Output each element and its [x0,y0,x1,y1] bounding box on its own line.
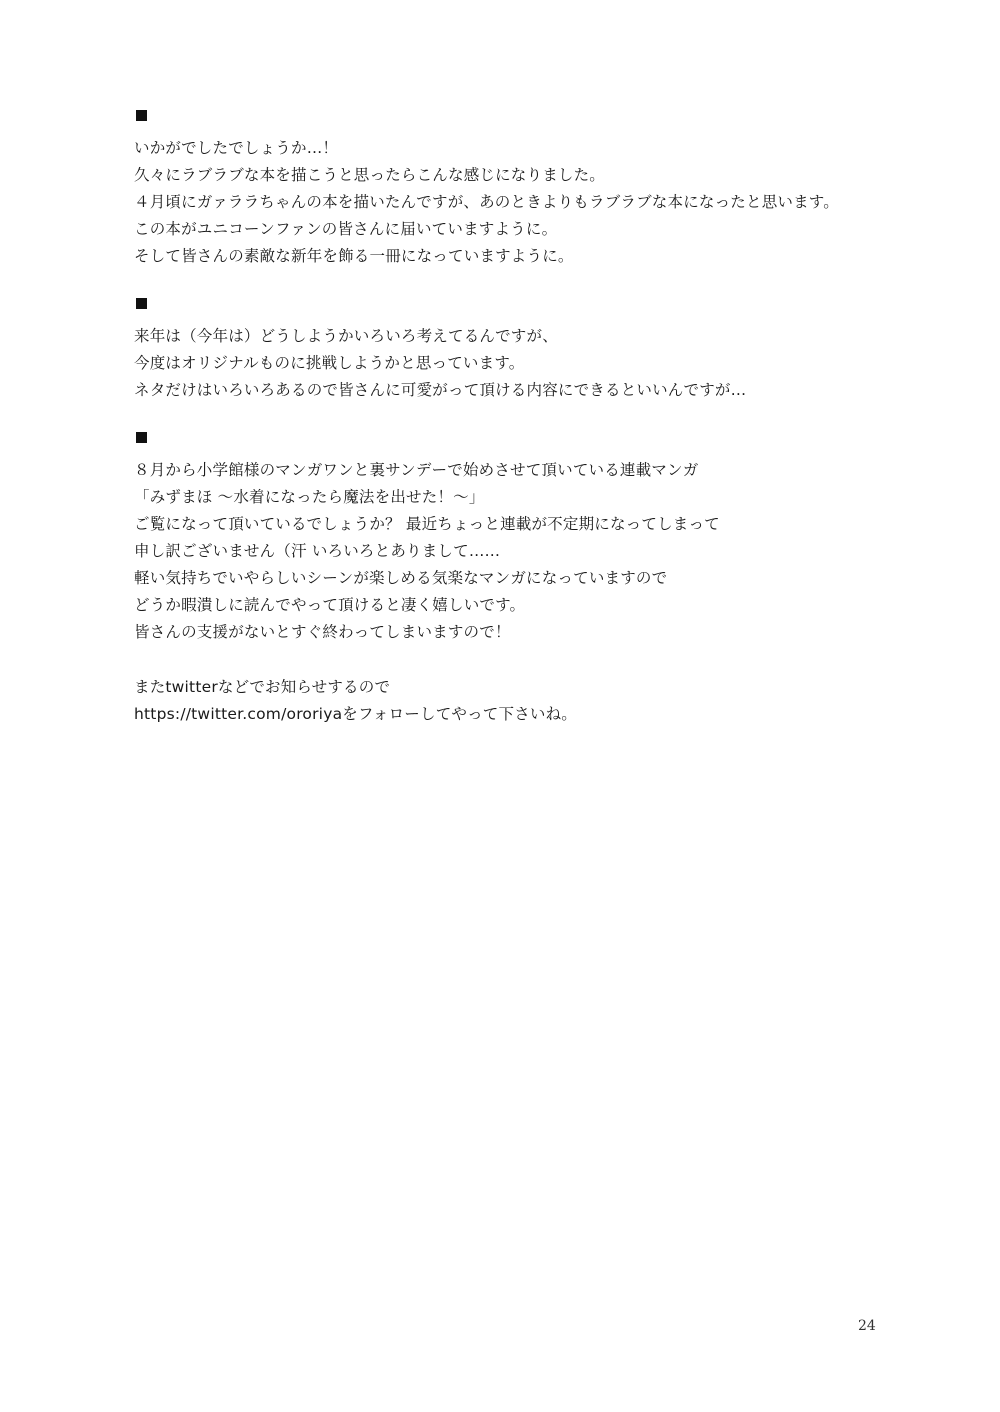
text-line: そして皆さんの素敵な新年を飾る一冊になっていますように。 [134,247,574,265]
text-line: ご覧になって頂いているでしょうか？ 最近ちょっと連載が不定期になってしまって [134,515,720,533]
section-closing [134,674,894,728]
text-line: 軽い気持ちでいやらしいシーンが楽しめる気楽なマンガになっていますので [134,569,668,587]
section-marker-square [136,298,147,309]
text-line: 「みずまほ 〜水着になったら魔法を出せた！〜」 [134,488,485,506]
section-3 [134,432,894,646]
text-line: この本がユニコーンファンの皆さんに届いていますように。 [134,220,558,238]
text-line: またtwitterなどでお知らせするので [134,678,391,696]
text-line: 皆さんの支援がないとすぐ終わってしまいますので！ [134,623,511,641]
text-line: 久々にラブラブな本を描こうと思ったらこんな感じになりました。 [134,166,606,184]
section-1 [134,110,894,270]
page-number: 24 [858,1318,876,1334]
section-marker-square [136,110,147,121]
afterword-text [134,104,894,756]
text-line: どうか暇潰しに読んでやって頂けると凄く嬉しいです。 [134,596,526,614]
text-line: ４月頃にガァララちゃんの本を描いたんですが、あのときよりもラブラブな本になったと思います。 [134,193,839,211]
text-line: 今度はオリジナルものに挑戦しようかと思っています。 [134,354,525,372]
twitter-link-line: https://twitter.com/ororiyaをフォローしてやって下さいね。 [134,705,577,723]
text-line: ８月から小学館様のマンガワンと裏サンデーで始めさせて頂いている連載マンガ [134,461,699,479]
section-marker-square [136,432,147,443]
text-line: 申し訳ございません（汗 いろいろとありまして…… [134,542,501,560]
section-2 [134,298,894,404]
text-line: 来年は（今年は）どうしようかいろいろ考えてるんですが、 [134,327,558,345]
text-line: ネタだけはいろいろあるので皆さんに可愛がって頂ける内容にできるといいんですが… [134,381,747,399]
text-line: いかがでしたでしょうか…！ [134,139,339,157]
